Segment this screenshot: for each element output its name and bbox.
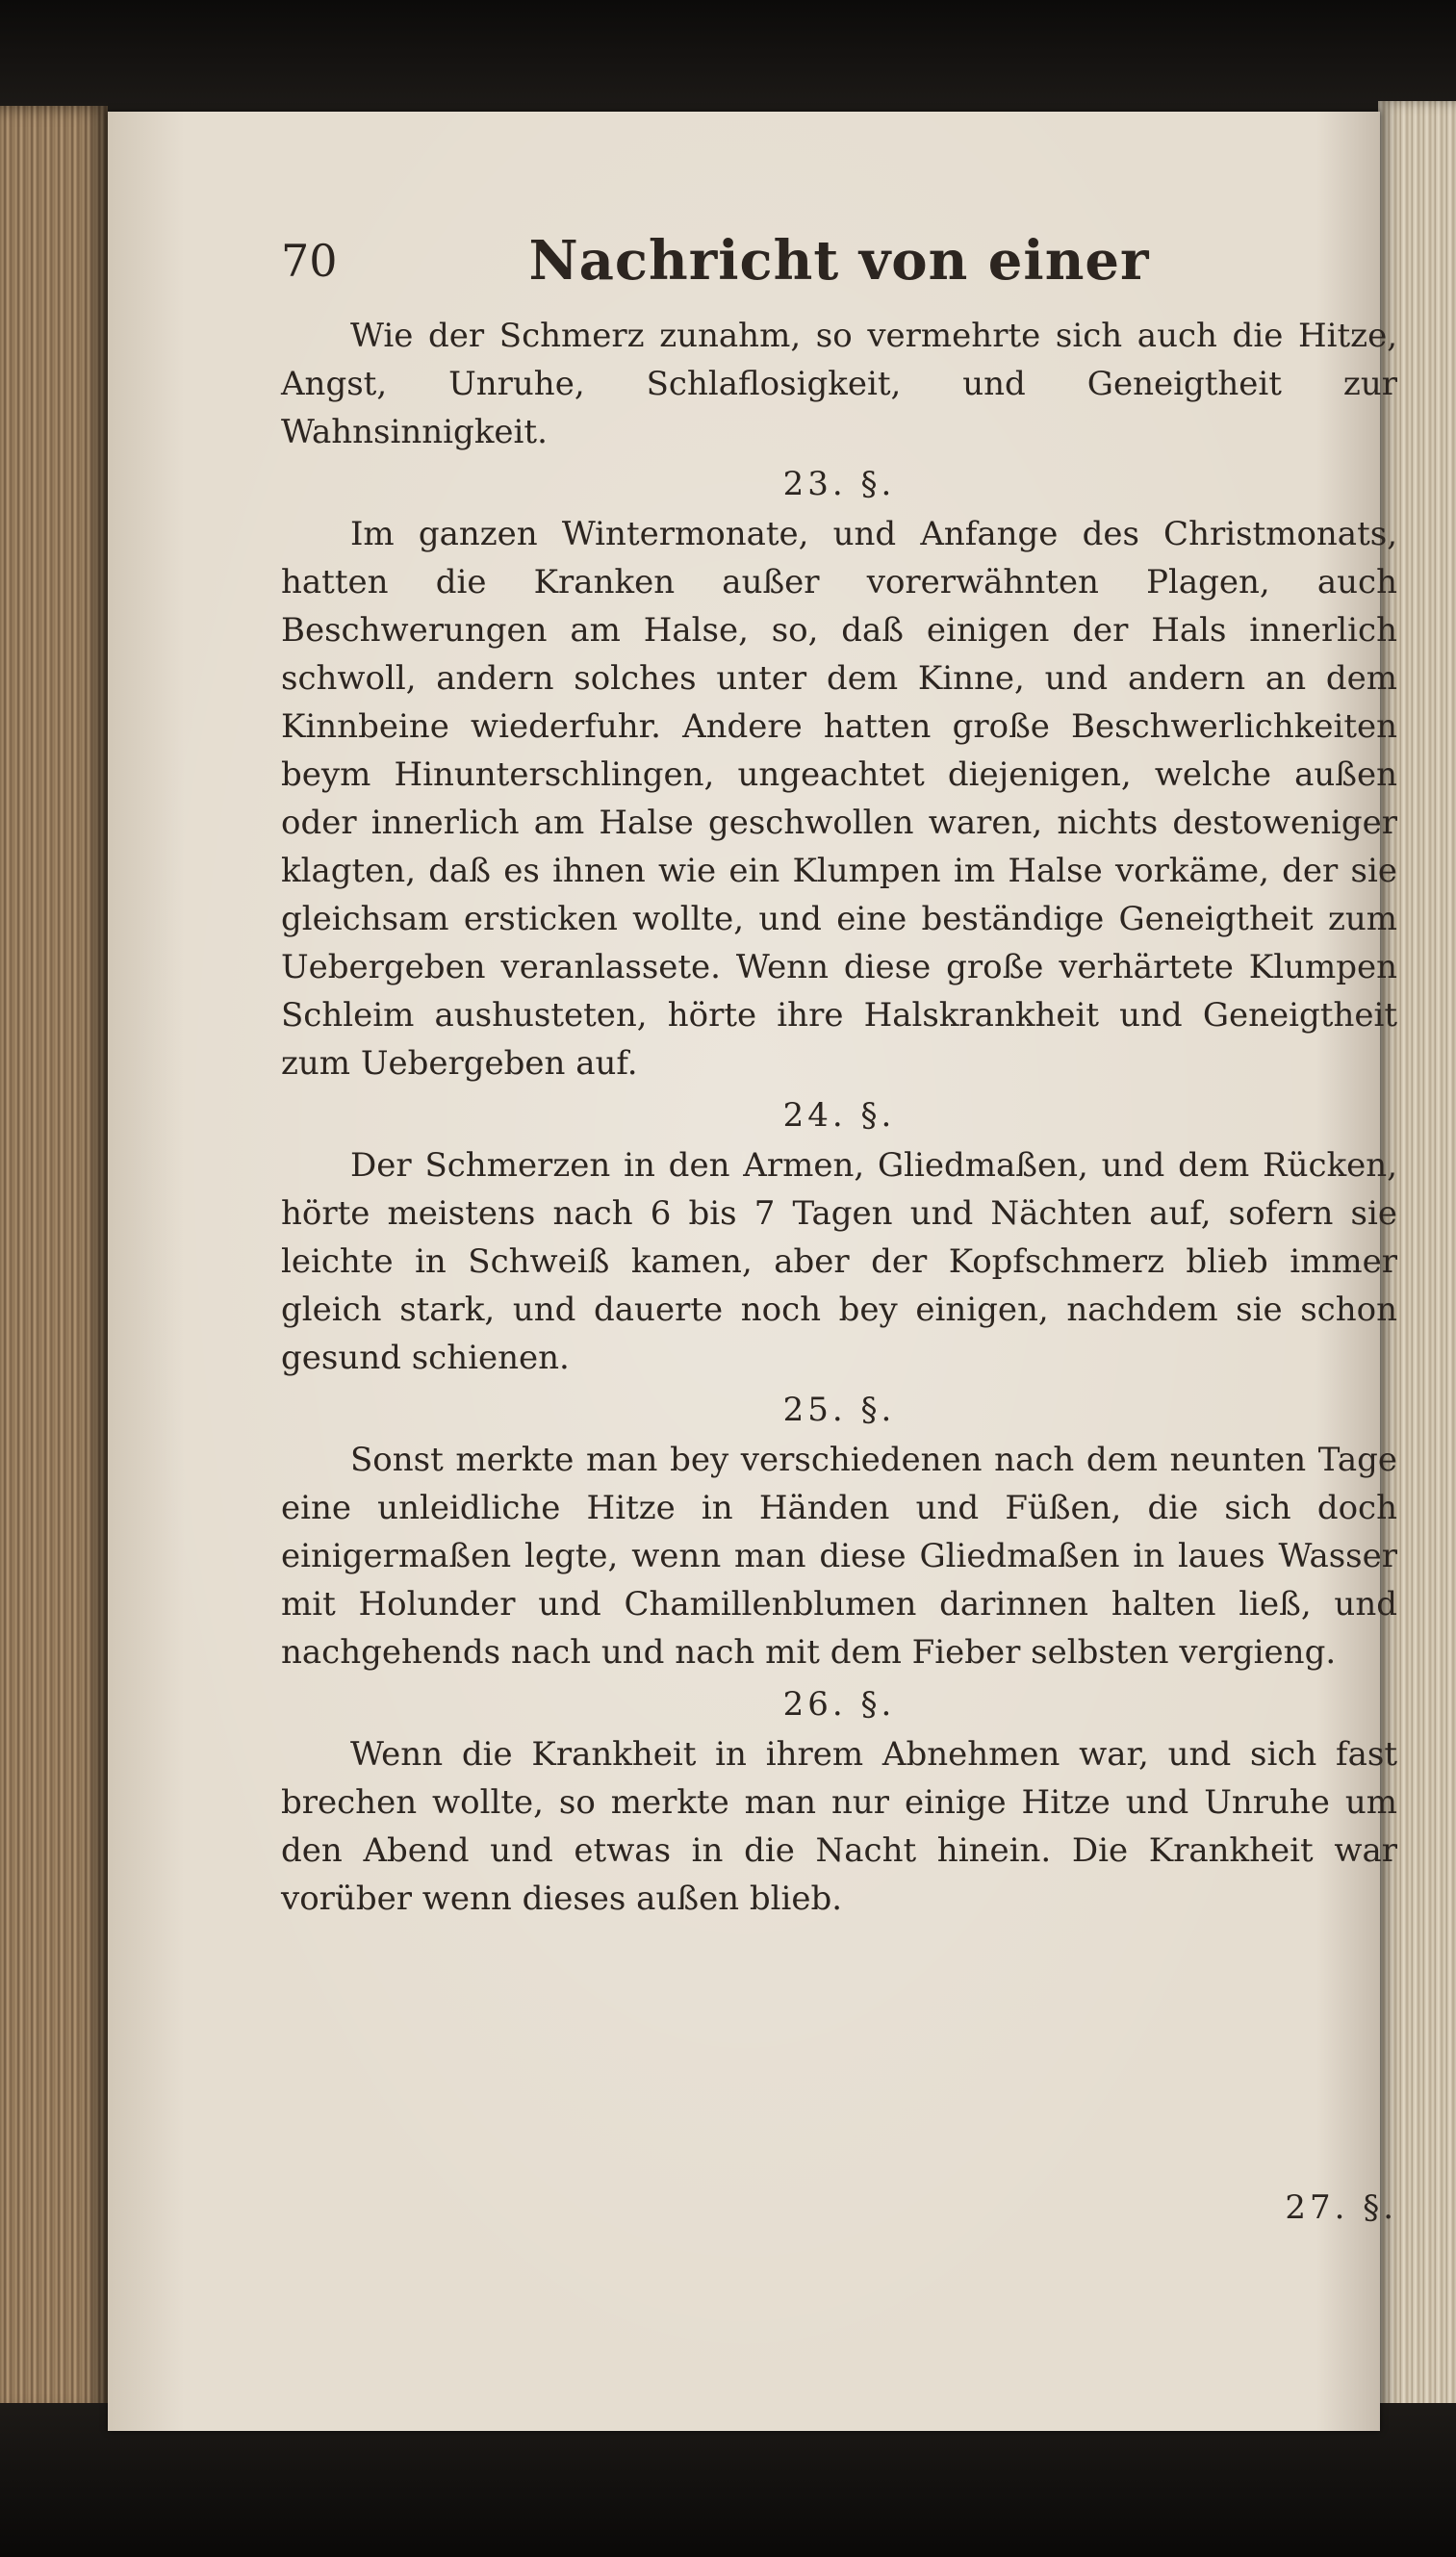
paragraph-23: Im ganzen Wintermonate, und Anfange des Christmonats, hatten die Kranken außer vorerwähnten Plagen, auch Beschwerungen am Halse, so, daß einigen der Hals innerlich schwoll, andern solches unter dem Kinne, und andern an dem Kinnbeine wiederfuhr. Andere hatten große Beschwerlichkeiten beym Hinunterschlingen, ungeachtet diejenigen, welche außen oder innerlich am Halse geschwollen waren, nichts destoweniger klagten, daß es ihnen wie ein Klumpen im Halse vorkäme, der sie gleichsam ersticken wollte, und eine beständige Geneigtheit zum Uebergeben veranlassete. Wenn diese große verhärtete Klumpen Schleim aushusteten, hörte ihre Halskrankheit und Geneigtheit zum Uebergeben auf. — [281, 515, 1397, 1083]
page-text-block — [281, 216, 1397, 2227]
running-title: Nachricht von einer — [528, 229, 1150, 293]
page-number: 70 — [281, 235, 338, 287]
paragraph-24: Der Schmerzen in den Armen, Gliedmaßen, und dem Rücken, hörte meistens nach 6 bis 7 Tagen und Nächten auf, sofern sie leichte in Schweiß kamen, aber der Kopfschmerz blieb immer gleich stark, und dauerte noch bey einigen, nachdem sie schon gesund schienen. — [281, 1146, 1397, 1377]
section-heading-26: 26. §. — [782, 1685, 896, 1724]
book-page — [108, 112, 1397, 2431]
paragraph-26: Wenn die Krankheit in ihrem Abnehmen war, und sich fast brechen wollte, so merkte man nur einige Hitze und Unruhe um den Abend und etwas in die Nacht hinein. Die Krankheit war vorüber wenn dieses außen blieb. — [281, 1735, 1397, 1918]
section-heading-24: 24. §. — [782, 1096, 896, 1135]
paragraph-25: Sonst merkte man bey verschiedenen nach dem neunten Tage eine unleidliche Hitze in Händen und Füßen, die sich doch einigermaßen legte, wenn man diese Gliedmaßen in laues Wasser mit Holunder und Chamillenblumen darinnen halten ließ, und nachgehends nach und nach mit dem Fieber selbsten vergieng. — [281, 1441, 1397, 1672]
scan-background-top — [0, 0, 1456, 114]
paragraph-intro: Wie der Schmerz zunahm, so vermehrte sich auch die Hitze, Angst, Unruhe, Schlaflosigkeit, und Geneigtheit zur Wahnsinnigkeit. — [281, 317, 1397, 451]
section-heading-25: 25. §. — [782, 1391, 896, 1429]
catchword: 27. §. — [1285, 2188, 1397, 2227]
section-heading-23: 23. §. — [782, 465, 896, 503]
page-header — [281, 216, 1397, 312]
book-page-edges-left — [0, 106, 108, 2416]
